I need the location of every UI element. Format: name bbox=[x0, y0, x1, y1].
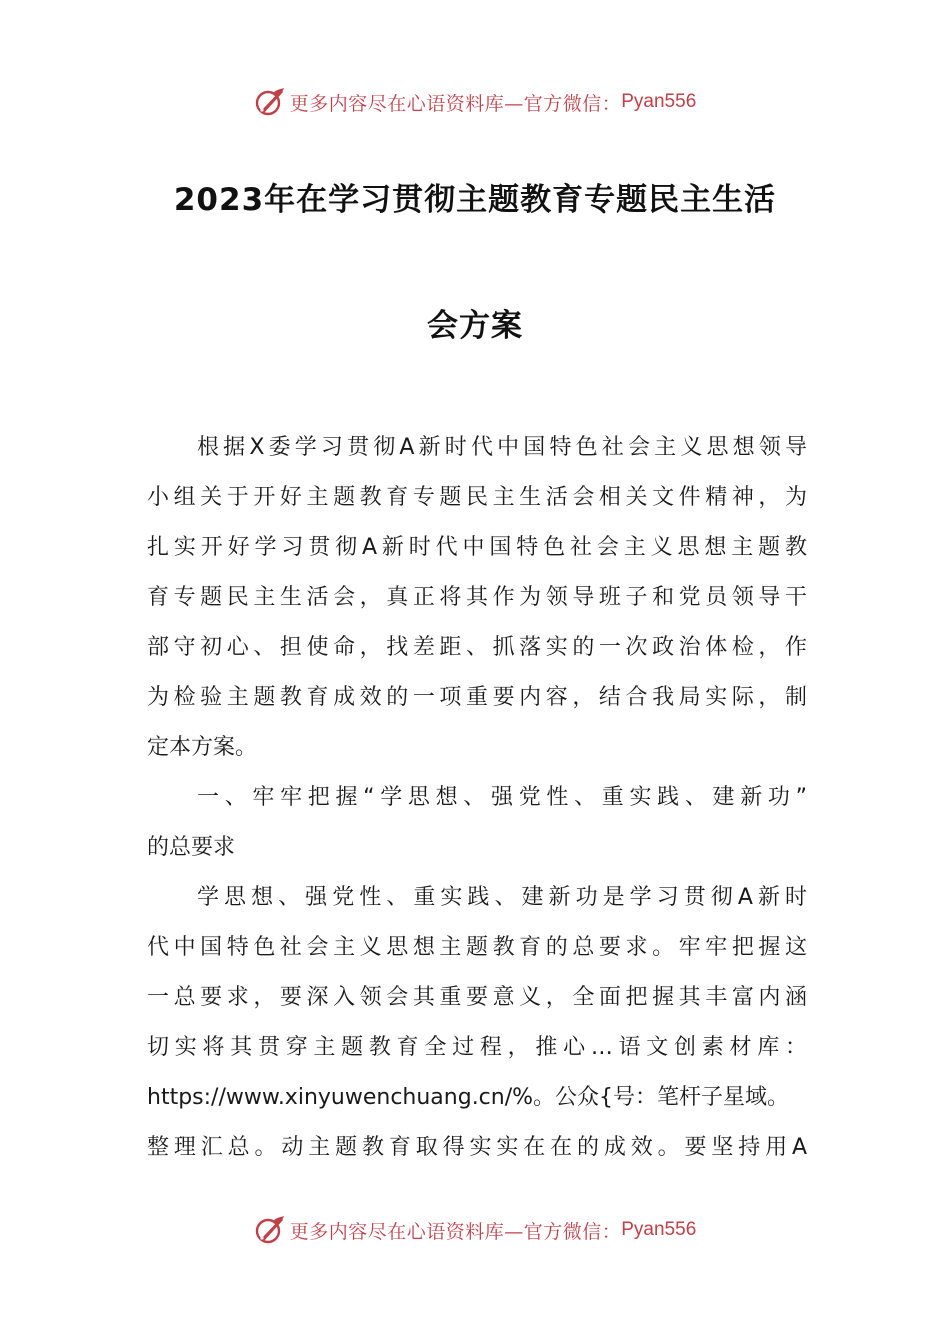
watermark-wechat-id: Pyan556 bbox=[621, 1219, 697, 1240]
watermark-wechat-id: Pyan556 bbox=[621, 91, 697, 112]
body-line: 一总要求，要深入领会其重要意义，全面把握其丰富内涵 bbox=[147, 985, 807, 1010]
body-line: 整理汇总。动主题教育取得实实在在的成效。要坚持用A bbox=[147, 1135, 807, 1160]
watermark-banner-top bbox=[0, 80, 950, 124]
body-line: 部守初心、担使命，找差距、抓落实的一次政治体检，作 bbox=[147, 635, 807, 660]
section-heading-line: 的总要求 bbox=[147, 835, 236, 860]
body-line: 代中国特色社会主义思想主题教育的总要求。牢牢把握这 bbox=[147, 935, 807, 960]
body-line: 根据X委学习贯彻A新时代中国特色社会主义思想领导 bbox=[197, 435, 807, 460]
body-line: 定本方案。 bbox=[147, 735, 258, 760]
body-line: 为检验主题教育成效的一项重要内容，结合我局实际，制 bbox=[147, 685, 807, 710]
body-line: 扎实开好学习贯彻A新时代中国特色社会主义思想主题教 bbox=[147, 535, 807, 560]
body-line: 育专题民主生活会，真正将其作为领导班子和党员领导干 bbox=[147, 585, 807, 610]
document-title-line-1: 2023年在学习贯彻主题教育专题民主生活 bbox=[173, 182, 777, 218]
watermark-banner-bottom bbox=[0, 1208, 950, 1252]
body-line: 切实将其贯穿主题教育全过程，推心…语文创素材库： bbox=[147, 1035, 807, 1060]
quill-pen-logo-icon bbox=[254, 86, 286, 118]
watermark-text: 更多内容尽在心语资料库—官方微信： bbox=[289, 1220, 622, 1243]
section-heading-line: 一、牢牢把握“学思想、强党性、重实践、建新功” bbox=[197, 785, 807, 810]
body-line: 小组关于开好主题教育专题民主生活会相关文件精神，为 bbox=[147, 485, 807, 510]
document-title-line-2: 会方案 bbox=[427, 308, 523, 344]
body-line: https://www.xinyuwenchuang.cn/%。公众{号：笔杆子星域。 bbox=[147, 1085, 790, 1110]
watermark-text: 更多内容尽在心语资料库—官方微信： bbox=[289, 92, 622, 115]
quill-pen-logo-icon bbox=[254, 1214, 286, 1246]
body-line: 学思想、强党性、重实践、建新功是学习贯彻A新时 bbox=[197, 885, 807, 910]
